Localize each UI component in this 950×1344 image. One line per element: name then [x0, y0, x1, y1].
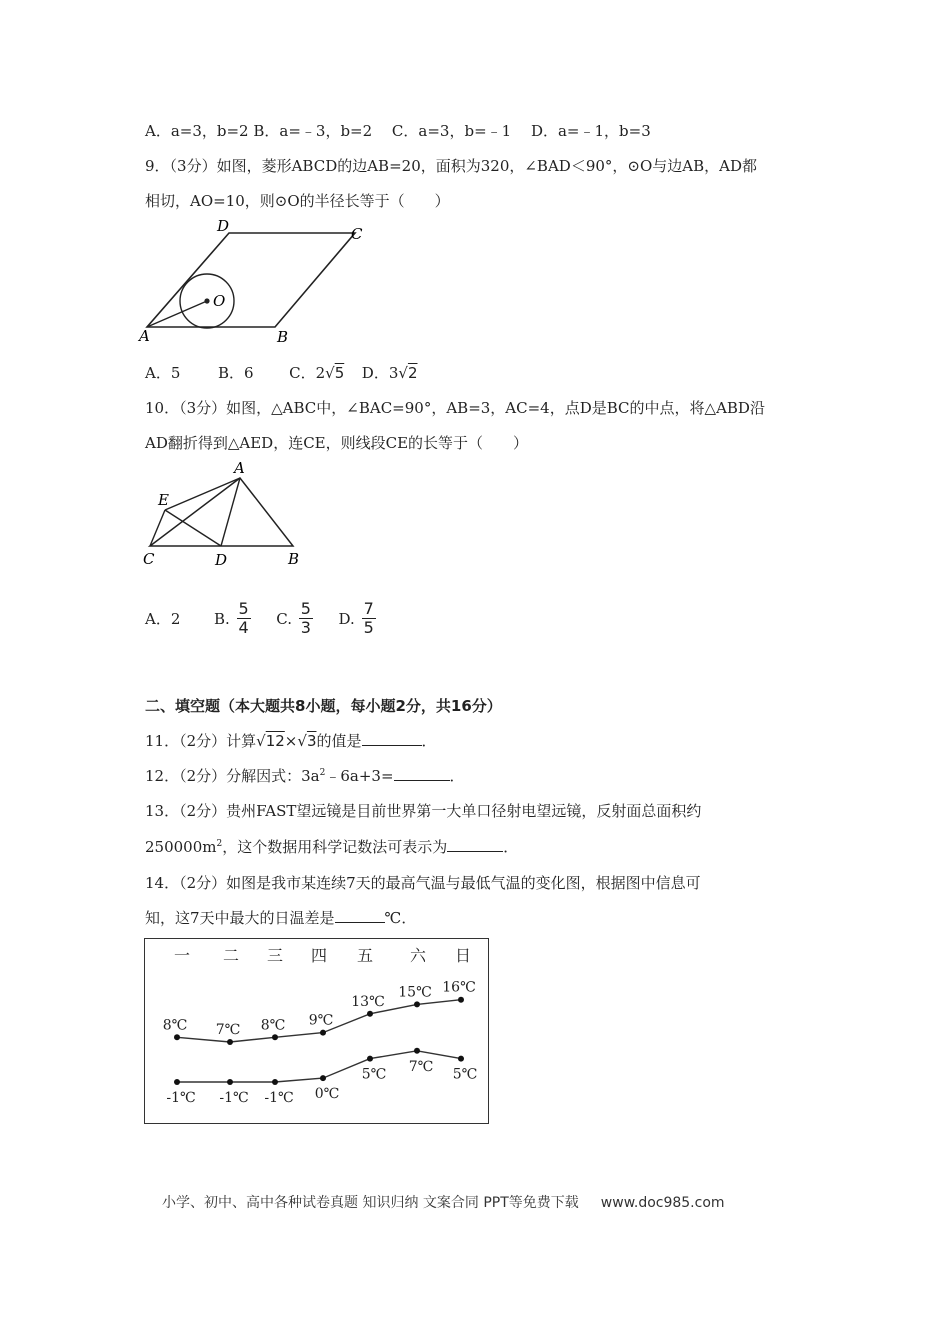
- q10-option-b-fraction: $\frac{5}{4}$: [238, 599, 249, 637]
- high-temp-point: [458, 997, 464, 1003]
- q11-radicand-2: 3: [306, 732, 317, 750]
- q9-options: [145, 362, 417, 383]
- low-temp-point: [320, 1075, 326, 1081]
- low-temp-label: 5℃: [452, 1066, 478, 1083]
- temperature-chart: [144, 938, 489, 1124]
- day-label: 二: [222, 946, 240, 965]
- q9-option-c: C．2√5: [289, 364, 345, 382]
- low-temp-point: [227, 1079, 233, 1085]
- q9-stem-line2: 相切，AO=10，则⊙O的半径长等于（ ）: [145, 192, 450, 210]
- q10-stem-line2: AD翻折得到△AED，连CE，则线段CE的长等于（ ）: [145, 434, 529, 452]
- high-temp-label: 9℃: [308, 1012, 334, 1029]
- day-label: 五: [356, 946, 374, 965]
- high-temp-label: 8℃: [162, 1017, 188, 1034]
- q9-rhombus-figure: [135, 215, 375, 350]
- q10-label-D: D: [215, 551, 228, 569]
- high-temp-point: [174, 1034, 180, 1040]
- low-temp-label: 0℃: [314, 1086, 340, 1103]
- day-label: 六: [409, 946, 427, 965]
- low-temp-label: 7℃: [408, 1058, 434, 1075]
- q10-triangle-figure: [138, 458, 313, 573]
- q13-stem-line2: $250000m^2$，这个数据用科学记数法可表示为 ．: [145, 838, 519, 856]
- q14-stem-line2: 知，这7天中最大的日温差是 ℃．: [145, 909, 417, 927]
- q8-options: A．a=3，b=2 B．a=﹣3，b=2 C．a=3，b=﹣1 D．a=﹣1，b=3: [145, 122, 651, 140]
- high-temp-point: [272, 1034, 278, 1040]
- q9-label-D: D: [217, 217, 230, 235]
- q9-option-d: D．3√2: [361, 364, 418, 382]
- q12: 12．（2分）分解因式：$3a^2﹣6a+3=$ ．: [145, 767, 465, 785]
- q9-stem-line1: 9．（3分）如图，菱形ABCD的边AB=20，面积为320，∠BAD＜90°，⊙O与边AB，AD都: [145, 157, 757, 175]
- high-temp-point: [227, 1039, 233, 1045]
- q11-answer-blank[interactable]: [362, 731, 422, 746]
- q10-label-B: B: [288, 550, 300, 568]
- low-temp-point: [414, 1048, 420, 1054]
- low-temp-point: [272, 1079, 278, 1085]
- section2-heading: 二、填空题（本大题共8小题，每小题2分，共16分）: [145, 697, 502, 715]
- temperature-chart-svg: [145, 939, 488, 1123]
- low-temp-point: [174, 1079, 180, 1085]
- low-temp-label: -1℃: [166, 1090, 196, 1106]
- q14-stem-line1: 14．（2分）如图是我市某连续7天的最高气温与最低气温的变化图，根据图中信息可: [145, 874, 701, 892]
- day-label: 四: [310, 946, 328, 965]
- footer-text: 小学、初中、高中各种试卷真题 知识归纳 文案合同 PPT等免费下载: [162, 1195, 579, 1211]
- q10-option-b: B. $\frac{5}{4}$: [213, 599, 249, 637]
- q10-option-d-fraction: $\frac{7}{5}$: [363, 599, 374, 637]
- high-temp-label: 7℃: [215, 1022, 241, 1038]
- high-temp-point: [320, 1030, 326, 1036]
- q14-answer-blank[interactable]: [335, 908, 385, 923]
- q10-option-a: A．2: [145, 610, 181, 628]
- q11: 11．（2分）计算√12×√3的值是 ．: [145, 732, 437, 750]
- q10-options: [145, 600, 378, 637]
- day-label: 日: [454, 946, 472, 965]
- q9-label-A: A: [139, 327, 150, 345]
- q11-radicand-1: 12: [265, 732, 285, 750]
- q9-label-O: O: [213, 292, 226, 310]
- low-temp-point: [458, 1056, 464, 1062]
- high-temp-label: 8℃: [260, 1017, 286, 1034]
- high-temp-point: [367, 1011, 373, 1017]
- page-footer: [162, 1192, 725, 1212]
- high-temp-label: 13℃: [351, 993, 385, 1010]
- high-temp-label: 16℃: [442, 979, 476, 996]
- q10-option-c: C. $\frac{5}{3}$: [276, 599, 311, 637]
- q13-answer-blank[interactable]: [447, 837, 503, 852]
- q10-stem-line1: 10．（3分）如图，△ABC中，∠BAC=90°，AB=3，AC=4，点D是BC的中点，将△ABD沿: [145, 399, 765, 417]
- q10-label-C: C: [143, 550, 155, 568]
- low-temp-label: 5℃: [361, 1066, 387, 1083]
- footer-url[interactable]: www.doc985.com: [600, 1195, 725, 1211]
- q13-stem-line1: 13．（2分）贵州FAST望远镜是目前世界第一大单口径射电望远镜，反射面总面积约: [145, 802, 702, 820]
- low-temp-point: [367, 1056, 373, 1062]
- q10-label-A: A: [234, 459, 245, 477]
- q9-option-a: A．5: [145, 364, 181, 382]
- high-temp-point: [414, 1001, 420, 1007]
- q10-label-E: E: [158, 491, 169, 509]
- high-temp-label: 15℃: [398, 984, 432, 1001]
- q9-option-d-radicand: 2: [407, 364, 418, 382]
- q9-option-c-radicand: 5: [334, 364, 345, 382]
- q12-answer-blank[interactable]: [394, 766, 450, 781]
- low-temp-label: -1℃: [264, 1090, 294, 1106]
- q10-option-c-fraction: $\frac{5}{3}$: [300, 599, 311, 637]
- q10-option-d: D. $\frac{7}{5}$: [338, 599, 374, 637]
- low-temp-label: -1℃: [219, 1090, 249, 1106]
- q9-label-C: C: [351, 225, 363, 243]
- q9-option-b: B．6: [217, 364, 254, 382]
- day-label: 一: [173, 946, 191, 965]
- q9-label-B: B: [277, 328, 289, 346]
- day-label: 三: [266, 946, 284, 965]
